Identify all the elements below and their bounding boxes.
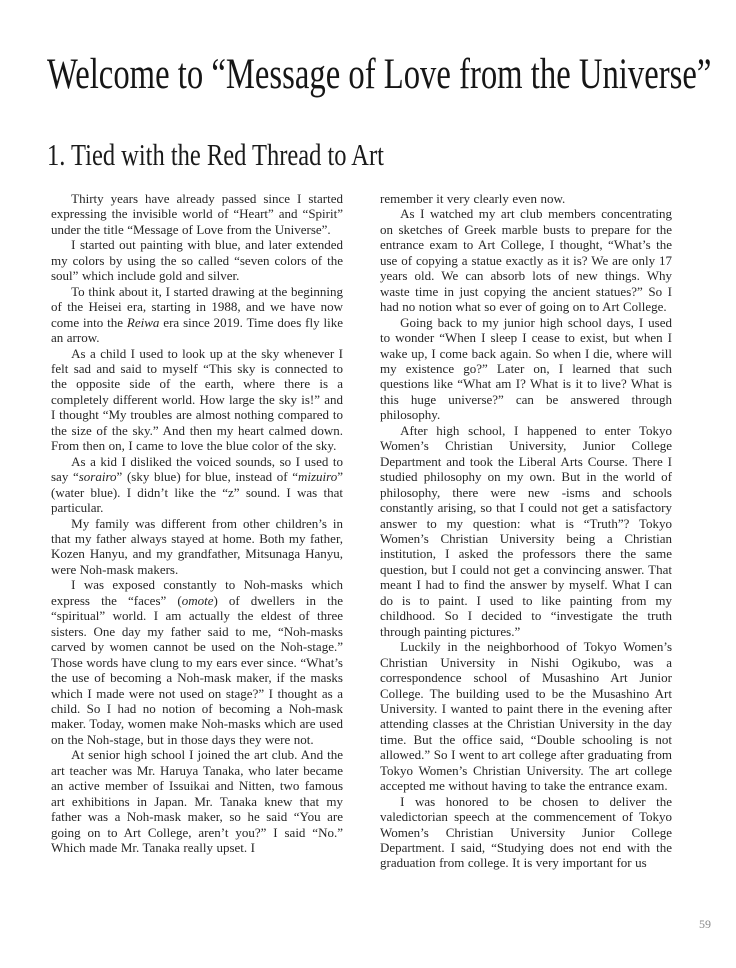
paragraph: [51, 516, 343, 578]
text-column-left: [51, 191, 343, 871]
italic-text: sorairo: [78, 469, 117, 485]
italic-text: Reiwa: [126, 314, 160, 330]
text-run: Luckily in the neighborhood of Tokyo Women’s Christian University in Nishi Ogikubo, was a correspondence school of Musashino Art Junior College. The building used to be the Musashino Art University. I wanted to paint there in the evening after attending classes at the Christian University in the day time. But the office said, “Double schooling is not allowed.” So I went to art college after graduating from Tokyo Women’s Christian University. The art college accepted me without having to take the entrance exam.: [380, 639, 672, 794]
paragraph: [51, 237, 343, 283]
paragraph: [51, 577, 343, 747]
text-run: At senior high school I joined the art club. And the art teacher was Mr. Haruya Tanaka, who later became an active member of Issuikai and Nitten, two famous art exhibitions in Japan. Mr. Tanaka knew that my father was a Noh-mask maker, so he said “You are going on to Art College, aren’t you?” I said “No.” Which made Mr. Tanaka really upset. I: [51, 747, 343, 856]
text-run: As a kid I disliked the voiced sounds, so I used to say “: [51, 453, 343, 485]
text-run: I started out painting with blue, and later extended my colors by using the so called “seven colors of the soul” which include gold and silver.: [51, 237, 343, 284]
paragraph: [51, 191, 343, 237]
text-run: My family was different from other children’s in that my father always stayed at home. Both my father, Kozen Hanyu, and my grandfather, Mitsunaga Hanyu, were Noh-mask makers.: [51, 515, 343, 577]
italic-text: mizuiro: [297, 469, 338, 485]
page-title: Welcome to “Message of Love from the Universe”: [47, 51, 712, 98]
paragraph: [51, 346, 343, 454]
text-columns: [51, 191, 672, 871]
paragraph: [51, 284, 343, 346]
text-run: I was honored to be chosen to deliver the valedictorian speech at the commencement of Tokyo Women’s Christian University Junior College Department. I said, “Studying does not end with the graduation from college. It is very important for us: [380, 793, 672, 871]
paragraph: [380, 206, 672, 314]
paragraph: [380, 639, 672, 794]
text-run: Thirty years have already passed since I started expressing the invisible world of “Heart” and “Spirit” under the title “Message of Love from the Universe”.: [51, 191, 343, 237]
paragraph: [51, 454, 343, 516]
text-run: To think about it, I started drawing at the beginning of the Heisei era, starting in 1988, and we have now come into the: [51, 283, 343, 330]
text-run: ” (sky blue) for blue, instead of “: [116, 469, 298, 485]
paragraph: [380, 191, 672, 206]
text-run: era since 2019. Time does fly like an arrow.: [51, 314, 343, 346]
text-run: remember it very clearly even now.: [380, 191, 566, 206]
paragraph: [380, 315, 672, 423]
text-run: As I watched my art club members concentrating on sketches of Greek marble busts to prepare for the entrance exam to Art College, I thought, “What’s the use of copying a statue exactly as it is? We are only 17 years old. We can absorb lots of new things. Why waste time in just copying the ancient statues?” So I had no notion what so ever of going on to Art College.: [380, 206, 672, 315]
text-run: ” (water blue). I didn’t like the “z” sound. I was that particular.: [51, 469, 344, 516]
text-run: I was exposed constantly to Noh-masks which express the “faces” (: [51, 577, 343, 608]
paragraph: [380, 423, 672, 639]
text-column-right: [380, 191, 672, 871]
page-number: 59: [699, 917, 711, 931]
paragraph: [380, 794, 672, 871]
text-run: As a child I used to look up at the sky whenever I felt sad and said to myself “This sky is connected to the opposite side of the earth, where there is a completely different world. How large the sky is!” and I thought “My troubles are almost nothing compared to the size of the sky.” And then my heart calmed down. From then on, I came to love the blue color of the sky.: [51, 345, 343, 454]
section-heading: 1. Tied with the Red Thread to Art: [47, 137, 384, 172]
text-run: Going back to my junior high school days, I used to wonder “When I sleep I cease to exist, but when I wake up, I come back again. So when I die, where will my existence go?” Later on, I learned that such questions like “What am I? What is it to live? What is this huge universe?” can be answered through philosophy.: [380, 314, 672, 423]
text-run: After high school, I happened to enter Tokyo Women’s Christian University, Junior College Department and took the Liberal Arts Course. There I studied philosophy on my own. But in the world of philosophy, there were new -isms and schools constantly arising, so that I could not get a satisfactory answer to my question: what is “Truth”? Tokyo Women’s Christian University being a Christian institution, I asked the professors there the same question, but I could not get a convincing answer. That meant I had to find the answer by myself. What I can do is to paint. I used to like painting from my childhood. So I decided to “investigate the truth through painting pictures.”: [380, 422, 672, 639]
paragraph: [51, 747, 343, 855]
text-run: ) of dwellers in the “spiritual” world. I am actually the eldest of three sisters. One day my father said to me, “Noh-masks carved by women cannot be used on the Noh-stage.” Those words have clung to my ears ever since. “What’s the use of becoming a Noh-mask maker, if the masks which I made were not used on stage?” I thought as a child. So I had no notion of becoming a Noh-mask maker. Today, women make Noh-masks which are used on the Noh-stage, but in those days they were not.: [51, 592, 343, 747]
italic-text: omote: [181, 592, 214, 608]
